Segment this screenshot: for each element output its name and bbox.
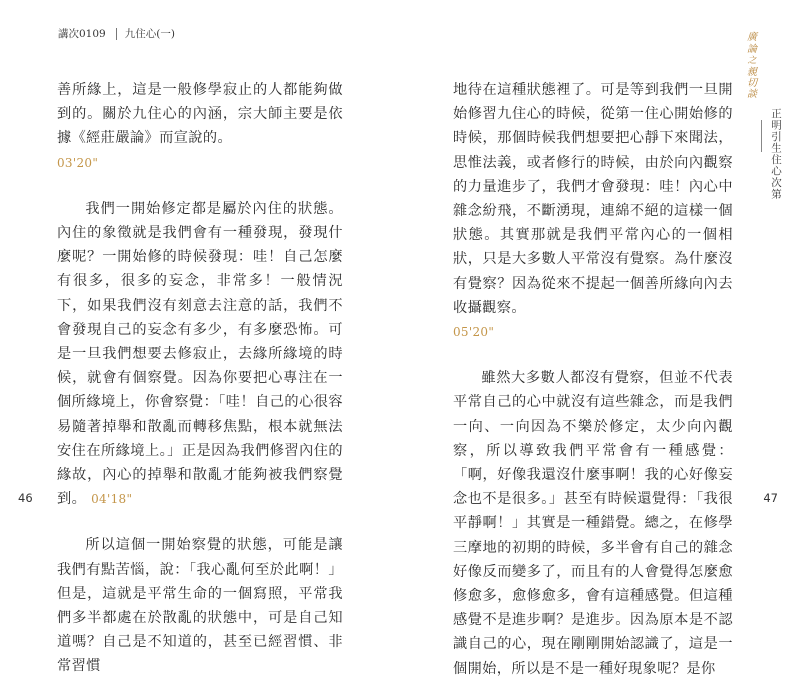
right-body-text: [453, 78, 733, 681]
side-tag-line: [761, 120, 762, 152]
svg-text:廣: 廣: [747, 32, 757, 43]
svg-text:談: 談: [747, 89, 757, 100]
series-logo: [732, 28, 772, 98]
paragraph: [57, 78, 343, 175]
lecture-code: 講次0109: [58, 28, 106, 40]
running-head: [58, 26, 175, 41]
paragraph-text: 善所緣上，這是一般修學寂止的人都能夠做到的。關於九住心的內涵，宗大師主要是依據《經莊嚴論》而宣說的。: [57, 82, 343, 147]
svg-text:之: 之: [747, 56, 757, 66]
timestamp: 05'20": [453, 325, 495, 340]
section-side-title: 正明引生住心次第: [770, 108, 782, 200]
paragraph-text: 雖然大多數人都沒有覺察，但並不代表平常自己的心中就沒有這些雜念，而是我們一向、一向因為不樂於修定，太少向內觀察，所以導致我們平常會有一種感覺：「啊，好像我還沒什麼事啊！我的心好像妄念也不是很多。」甚至有時候還覺得：「我很平靜啊！」其實是一種錯覺。總之，在修學三摩地的初期的時候，多半會有自己的雜念好像反而變多了，而且有的人會覺得怎麼愈修愈多，愈修愈多，會有這種感覺。但這種感覺不是進步啊？是進步。因為原本是不認識自己的心，現在剛剛開始認識了，這是一個開始，所以是不是一種好現象呢？是你: [453, 370, 733, 677]
svg-text:論: 論: [747, 44, 757, 55]
timestamp: 03'20": [57, 155, 99, 170]
paragraph-text: 地待在這種狀態裡了。可是等到我們一旦開始修習九住心的時候，從第一住心開始修的時候，那個時候我們想要把心靜下來聞法，思惟法義，或者修行的時候，由於向內觀察的力量進步了，我們才會發現：哇！內心中雜念紛飛，不斷湧現，連綿不絕的這樣一個狀態。其實那就是我們平常內心的一個相狀，只是大多數人平常沒有覺察。為什麼沒有覺察？因為從來不提起一個善所緣向內去收攝觀察。: [453, 82, 733, 316]
svg-text:親: 親: [747, 67, 757, 78]
paragraph: [57, 197, 343, 512]
page-number: 46: [18, 491, 33, 505]
timestamp: 04'18": [91, 492, 133, 507]
paragraph: [453, 366, 733, 681]
chapter-title: 九住心(一): [124, 28, 175, 40]
paragraph: [453, 78, 733, 344]
paragraph: [57, 533, 343, 678]
svg-text:切: 切: [747, 78, 757, 89]
paragraph-text: 所以這個一開始察覺的狀態，可能是讓我們有點苦惱，說：「我心亂何至於此啊！」但是，這就是平常生命的一個寫照，平常我們多半都處在於散亂的狀態中，可是自己知道嗎？自己是不知道的，甚至已經習慣、非常習慣: [57, 537, 343, 675]
right-page: [400, 0, 800, 677]
left-page: [0, 0, 400, 675]
paragraph-text: 我們一開始修定都是屬於內住的狀態。內住的象徵就是我們會有一種發現，發現什麼呢？一開始修的時候發現：哇！自己怎麼有很多，很多的妄念，非常多！一般情況下，如果我們沒有刻意去注意的話，我們不會發現自己的妄念有多少，有多麼恐怖。可是一旦我們想要去修寂止，去緣所緣境的時候，就會有個察覺。因為你要把心專注在一個所緣境上，你會察覺：「哇！自己的心很容易隨著掉舉和散亂而轉移焦點，根本就無法安住在所緣境上。」正是因為我們修習內住的緣故，內心的掉舉和散亂才能夠被我們察覺到。: [57, 200, 343, 508]
page-number: 47: [763, 491, 778, 505]
header-divider: [116, 28, 117, 40]
left-body-text: [57, 78, 343, 679]
